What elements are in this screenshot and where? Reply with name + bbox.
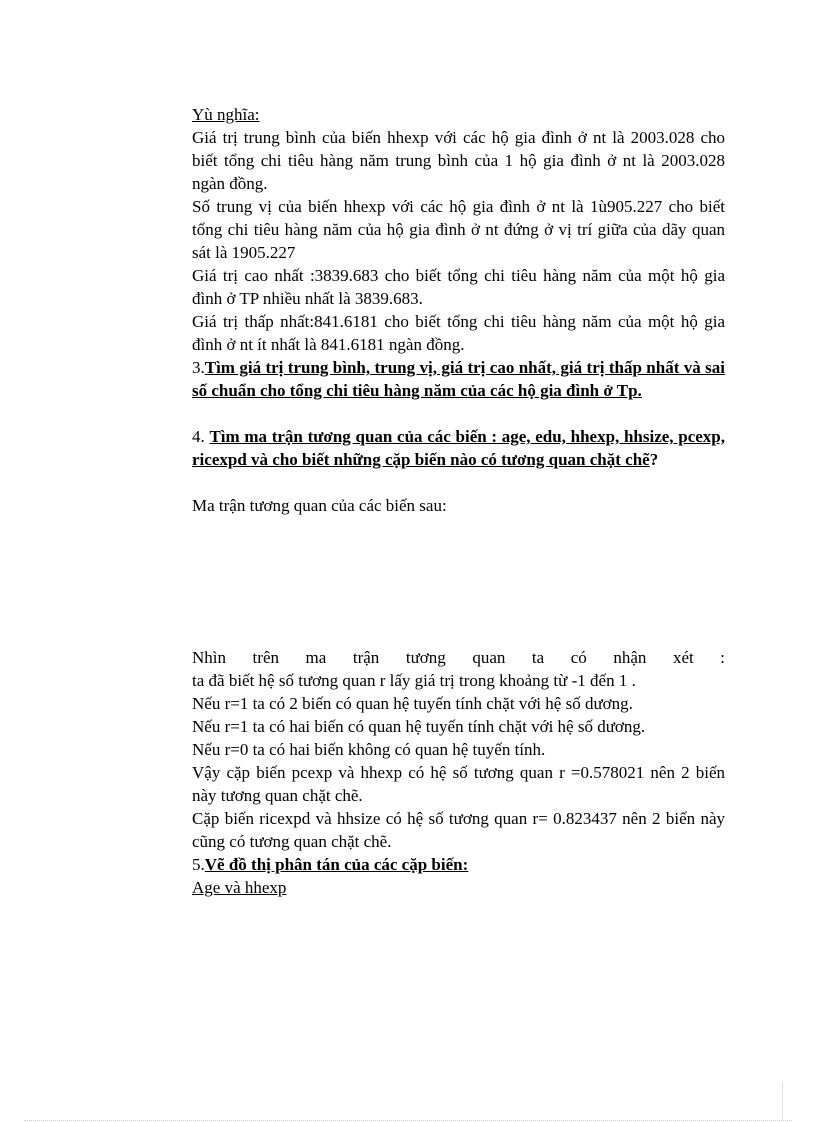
observation-line-3: Nếu r=1 ta có 2 biến có quan hệ tuyến tính chặt với hệ số dương.	[192, 694, 633, 713]
paragraph-max: Giá trị cao nhất :3839.683 cho biết tổng chi tiêu hàng năm của một hộ gia đình ở TP nhiều nhất là 3839.683.	[192, 266, 725, 308]
question-5-number: 5.	[192, 855, 205, 874]
observation-pair-1: Vậy cặp biến pcexp và hhexp có hệ số tương quan r =0.578021 nên 2 biến này tương quan chặt chẽ.	[192, 763, 725, 805]
question-5	[192, 853, 725, 876]
observation-line-1: Nhìn trên ma trận tương quan ta có nhận xét :	[192, 648, 725, 667]
spacer	[192, 402, 725, 425]
observation-pair-2: Cặp biến ricexpd và hhsize có hệ số tương quan r= 0.823437 nên 2 biến này cũng có tương quan chặt chẽ.	[192, 809, 725, 851]
question-4-suffix: ?	[649, 450, 659, 469]
question-4-text: Tìm ma trận tương quan của các biến : age, edu, hhexp, hhsize, pcexp, ricexpd và cho biết những cặp biến nào có tương quan chặt chẽ	[192, 427, 726, 469]
document-body	[192, 103, 725, 899]
observation-line-2: ta đã biết hệ số tương quan r lấy giá trị trong khoảng từ -1 đến 1 .	[192, 671, 636, 690]
question-5-sub-text: Age và hhexp	[192, 878, 287, 897]
paragraph-min: Giá trị thấp nhất:841.6181 cho biết tổng chi tiêu hàng năm của một hộ gia đình ở nt ít nhất là 841.6181 ngàn đồng.	[192, 312, 725, 354]
spacer	[192, 471, 725, 494]
question-4	[192, 425, 725, 471]
question-5-subheading	[192, 876, 725, 899]
page-corner-mark	[782, 1083, 784, 1120]
question-5-text: Vẽ đồ thị phân tán của các cặp biến:	[204, 855, 469, 874]
observation-line-4: Nếu r=1 ta có hai biến có quan hệ tuyến tính chặt với hệ số dương.	[192, 717, 646, 736]
matrix-intro: Ma trận tương quan của các biến sau:	[192, 496, 447, 515]
meaning-heading	[192, 103, 725, 126]
question-4-number: 4.	[192, 427, 210, 446]
page-bottom-border	[24, 1120, 792, 1121]
question-3-number: 3.	[192, 358, 205, 377]
question-3-text: Tìm giá trị trung bình, trung vị, giá trị cao nhất, giá trị thấp nhất và sai số chuẩn cho tổng chi tiêu hàng năm của các hộ gia đình ở Tp.	[192, 358, 725, 400]
matrix-placeholder	[192, 517, 725, 646]
observation-line-5: Nếu r=0 ta có hai biến không có quan hệ tuyến tính.	[192, 740, 546, 759]
meaning-heading-text: Yù nghĩa:	[192, 105, 260, 124]
paragraph-median: Số trung vị của biến hhexp với các hộ gia đình ở nt là 1ù905.227 cho biết tổng chi tiêu hàng năm của hộ gia đình ở nt đứng ở vị trí giữa của dãy quan sát là 1905.227	[192, 197, 725, 262]
question-3	[192, 356, 725, 402]
paragraph-mean: Giá trị trung bình của biến hhexp với các hộ gia đình ở nt là 2003.028 cho biết tổng chi tiêu hàng năm trung bình của 1 hộ gia đình ở nt là 2003.028 ngàn đồng.	[192, 128, 725, 193]
